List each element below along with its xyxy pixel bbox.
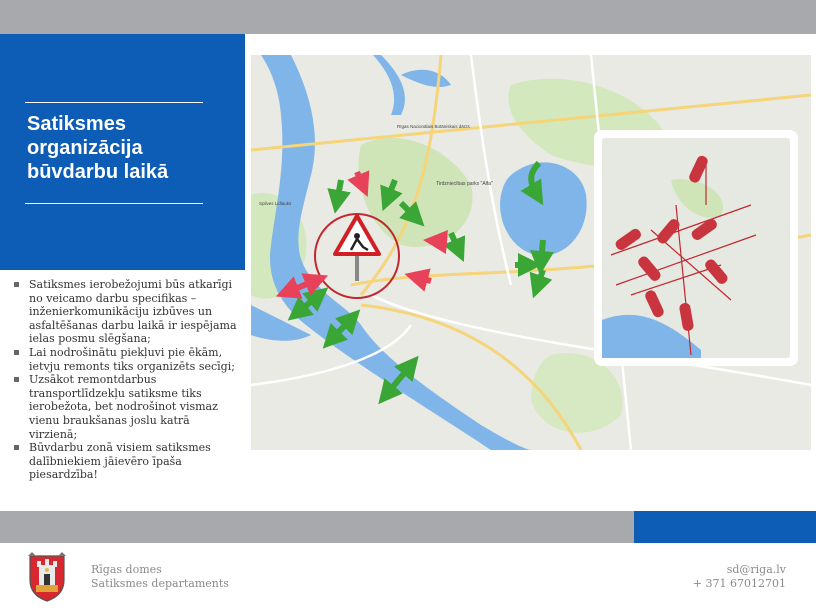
title-line-1: Satiksmes	[27, 113, 126, 135]
bullet-text: Lai nodrošinātu piekļuvi pie ēkām, ietvju remonts tiks organizēts secīgi;	[29, 345, 235, 373]
footer-organization	[91, 563, 229, 591]
bullet-marker	[14, 377, 19, 382]
bullet-item	[14, 373, 238, 441]
green-arrow	[541, 240, 543, 263]
title-line-2: organizācija	[27, 137, 143, 159]
label-spilve: Spilves Lidlauks	[259, 201, 292, 206]
label-riga: Rīga	[307, 276, 323, 283]
traffic-map	[251, 55, 811, 450]
label-botanic: Rīgas Nacionālais Botāniskais dārzs	[397, 124, 470, 129]
sign-post	[355, 256, 359, 281]
footer-org-line-1: Rīgas domes	[91, 563, 162, 576]
bullet-text: Būvdarbu zonā visiem satiksmes dalībniekiem jāievēro īpaša piesardzība!	[29, 441, 211, 482]
bottom-bar-accent	[634, 511, 816, 543]
bullet-item	[14, 346, 238, 373]
bullet-marker	[14, 282, 19, 287]
riga-coat-of-arms-icon	[26, 552, 68, 602]
bullet-text: Uzsākot remontdarbus transportlīdzekļu satiksme tiks ierobežota, bet nodrošinot vismaz vienu braukšanas joslu katrā virzienā;	[29, 373, 218, 441]
slide-title	[27, 112, 227, 184]
bullet-item	[14, 441, 238, 482]
label-park: Tirdzniecības parks "Alfa"	[436, 181, 493, 187]
bullet-marker	[14, 445, 19, 450]
footer-email[interactable]: sd@riga.lv	[726, 563, 786, 576]
bullet-marker	[14, 350, 19, 355]
bullet-text: Satiksmes ierobežojumi būs atkarīgi no veicamo darbu specifikas – inženierkomunikāciju izbūves un asfaltēšanas darbu laikā ir iespējama ielas posmu slēgšana;	[29, 278, 237, 346]
title-divider-top	[25, 102, 203, 103]
title-divider-bottom	[25, 203, 203, 204]
footer-org-line-2: Satiksmes departaments	[91, 577, 229, 590]
green-arrow	[337, 180, 341, 202]
top-bar	[0, 0, 816, 34]
title-line-3: būvdarbu laikā	[27, 161, 169, 183]
footer-phone: + 371 67012701	[692, 577, 786, 590]
bullet-list	[14, 278, 238, 482]
red-arrow	[435, 241, 447, 242]
footer-contacts	[693, 563, 786, 591]
bottom-bar	[0, 511, 634, 543]
red-arrow	[416, 277, 431, 281]
bullet-item	[14, 278, 238, 346]
